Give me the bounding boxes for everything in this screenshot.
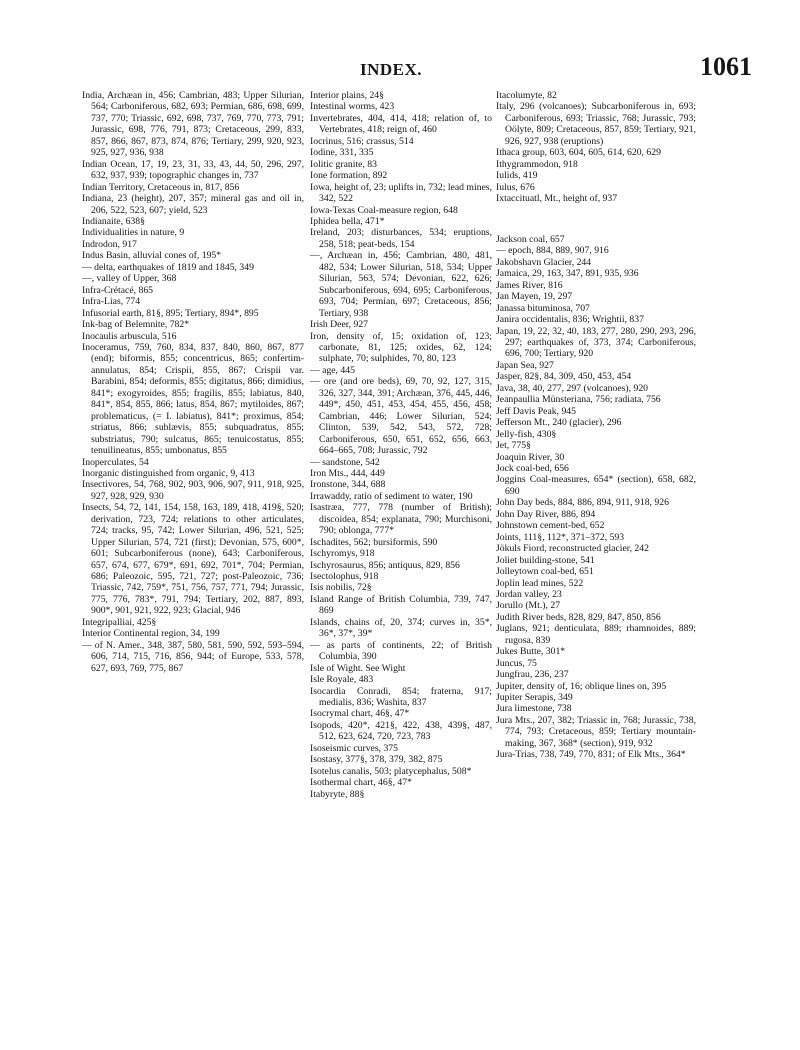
index-entry: Johnstown cement-bed, 652	[496, 520, 605, 532]
index-entry: — age, 445	[310, 364, 355, 376]
index-entry: Joliet building-stone, 541	[496, 554, 595, 566]
index-entry: Inocaulis arbuscula, 516	[82, 330, 177, 342]
index-entry: Indrodon, 917	[82, 238, 137, 250]
index-entry: — sandstone, 542	[310, 456, 380, 468]
index-entry: Insects, 54, 72, 141, 154, 158, 163, 189, 418, 419§, 520; derivation, 723, 724; relations to other articulates, 724; tracks, 95, 742; Lower Silurian, 496, 521, 525; Upper Silurian, 574, 721 (first); Devonian, 575, 600*, 601; Subcarboniferous (none), 643; Carboniferous, 657, 674, 677, 679*, 691, 692, 701*, 704; Permian, 686; Paleozoic, 595, 721, 727; post-Paleozoic, 736; Triassic, 742, 759*, 751, 756, 757, 771, 794; Jurassic, 775, 776, 783*, 791, 794; Tertiary, 202, 887, 893, 900*, 901, 921, 922, 923; Glacial, 946	[82, 502, 304, 617]
index-entry: — epoch, 884, 889, 907, 916	[496, 245, 609, 257]
index-entry: Inorganic distinguished from organic, 9, 413	[82, 467, 255, 479]
index-entry: Isopods, 420*, 421§, 422, 438, 439§, 487, 512, 623, 624, 720, 723, 783	[310, 719, 492, 743]
index-entry: Jasper, 82§, 84, 309, 450, 453, 454	[496, 371, 632, 383]
index-entry: Ixtaccituatl, Mt., height of, 937	[496, 193, 618, 205]
index-entry: Janassa bituminosa, 707	[496, 302, 590, 314]
index-entry: Iron, density of, 15; oxidation of, 123; carbonate, 81, 125; oxides, 62, 124; sulphate, 70; sulphides, 70, 80, 123	[310, 330, 492, 365]
index-entry: Indian Ocean, 17, 19, 23, 31, 33, 43, 44, 50, 296, 297, 632, 937, 939; topographic changes in, 737	[82, 158, 304, 182]
index-entry: John Day River, 886, 894	[496, 508, 596, 520]
index-entry: Jupiter, density of, 16; oblique lines on, 395	[496, 680, 667, 692]
index-entry: Indiana, 23 (height), 207, 357; mineral gas and oil in, 206, 522, 523, 607; yield, 523	[82, 193, 304, 216]
index-entry: Ithaca group, 603, 604, 605, 614, 620, 629	[496, 147, 661, 159]
index-entry: Japan, 19, 22, 32, 40, 183, 277, 280, 290, 293, 296, 297; earthquakes of, 373, 374; Carboniferous, 696, 700; Tertiary, 920	[496, 325, 696, 360]
index-entry: Infra-Crétacé, 865	[82, 284, 154, 296]
letter-group-gap	[496, 214, 696, 224]
index-entry: Iron Mts., 444, 449	[310, 467, 385, 479]
index-entry: Jan Mayen, 19, 297	[496, 291, 573, 303]
index-entry: Ischyrosaurus, 856; antiquus, 829, 856	[310, 559, 460, 571]
index-column-right	[496, 90, 696, 761]
index-entry: Indian Territory, Cretaceous in, 817, 856	[82, 181, 240, 193]
page-header	[0, 38, 800, 81]
index-entry: —, Archæan in, 456; Cambrian, 480, 481, 482, 534; Lower Silurian, 518, 534; Upper Silurian, 563, 574; Devonian, 622, 626; Subcarboniferous, 694, 695; Carboniferous, 693, 704; Permian, 697; Cretaceous, 856; Tertiary, 938	[310, 250, 492, 319]
index-entry: — ore (and ore beds), 69, 70, 92, 127, 315, 326, 327, 344, 391; Archæan, 376, 445, 446, 449*, 450, 451, 453, 454, 455, 456, 458; Cambrian, 446; Lower Silurian, 524; Clinton, 539, 542, 543, 572, 728; Carboniferous, 650, 651, 652, 656, 663, 664–665, 708; Jurassic, 792	[310, 376, 492, 457]
index-entry: Irrawaddy, ratio of sediment to water, 190	[310, 490, 473, 502]
index-entry: Iolitic granite, 83	[310, 158, 377, 170]
index-entry: Juncus, 75	[496, 657, 537, 669]
index-entry: Iulids, 419	[496, 170, 538, 182]
index-entry: Itabyryte, 88§	[310, 788, 365, 800]
index-entry: Island Range of British Columbia, 739, 747, 869	[310, 593, 492, 617]
index-entry: Isastræa, 777, 778 (number of British); discoidea, 854; explanata, 790; Murchisoni, 790; oblonga, 777*	[310, 502, 492, 537]
index-column-left	[82, 90, 304, 674]
index-entry: Joplin lead mines, 522	[496, 577, 584, 589]
index-entry: Jet, 775§	[496, 440, 531, 452]
index-entry: Jupiter Serapis, 349	[496, 692, 573, 704]
index-entry: Jackson coal, 657	[496, 233, 565, 245]
index-entry: Ithygrammodon, 918	[496, 158, 578, 170]
index-entry: Ink-bag of Belemnite, 782*	[82, 319, 190, 331]
index-entry: Iulus, 676	[496, 181, 535, 193]
index-entry: Interior plains, 24§	[310, 90, 384, 101]
index-entry: Iocrinus, 516; crassus, 514	[310, 135, 414, 147]
index-entry: Invertebrates, 404, 414, 418; relation of, to Vertebrates, 418; reign of, 460	[310, 112, 492, 136]
index-entry: Inoceramus, 759, 760, 834, 837, 840, 860, 867, 877 (end); biformis, 855; concentricus, 865; confertim-annulatus, 854; Crispii, 855, 867; Crispii var. Barabini, 854; deformis, 855; digitatus, 866; dimidius, 841*; exogyroides, 855; fragilis, 855; labiatus, 840, 841*, 854, 855, 866; latus, 854, 867; mytiloides, 867; problematicus, (= I. labiatus), 841*; proximus, 854; striatus, 866; sublævis, 855; subquadratus, 855; substriatus, 790; sulcatus, 865; tenuicostatus, 855; tenuilineatus, 855; umbonatus, 855	[82, 341, 304, 457]
index-entry: Interior Continental region, 34, 199	[82, 628, 220, 640]
index-entry: Iodine, 331, 335	[310, 147, 374, 159]
index-entry: Joints, 111§, 112*, 371–372, 593	[496, 531, 625, 543]
index-entry: Ischadites, 562; bursiformis, 590	[310, 536, 438, 548]
index-entry: Jukes Butte, 301*	[496, 646, 566, 658]
index-entry: Isostasy, 377§, 378, 379, 382, 875	[310, 754, 443, 766]
index-entry: Indus Basin, alluvial cones of, 195*	[82, 250, 222, 262]
index-entry: Isis nobilis, 72§	[310, 582, 372, 594]
index-entry: Jeanpaullia Münsteriana, 756; radiata, 756	[496, 394, 661, 406]
index-entry: Joaquin River, 30	[496, 451, 565, 463]
index-entry: Jura Mts., 207, 382; Triassic in, 768; Jurassic, 738, 774, 793; Cretaceous, 859; Tertiary mountain-making, 367, 368* (section), 919, 932	[496, 714, 696, 749]
index-entry: Itacolumyte, 82	[496, 90, 557, 101]
index-entry: Iowa, height of, 23; uplifts in, 732; lead mines, 342, 522	[310, 181, 492, 205]
page-number: 1061	[700, 52, 752, 81]
index-entry: Intestinal worms, 423	[310, 101, 395, 113]
index-entry: — of N. Amer., 348, 387, 580, 581, 590, 592, 593–594, 606, 714, 715, 716, 856, 944; of Europe, 533, 578, 627, 693, 769, 775, 867	[82, 639, 304, 674]
index-entry: Japan Sea, 927	[496, 359, 554, 371]
index-entry: Islands, chains of, 20, 374; curves in, 35*, 36*, 37*, 39*	[310, 616, 492, 640]
index-entry: Jakobshavn Glacier, 244	[496, 256, 592, 268]
index-entry: Java, 38, 40, 277, 297 (volcanoes), 920	[496, 382, 649, 394]
index-entry: Jungfrau, 236, 237	[496, 669, 569, 681]
index-entry: Ischyromys, 918	[310, 548, 375, 560]
index-entry: Jeff Davis Peak, 945	[496, 405, 576, 417]
index-entry: John Day beds, 884, 886, 894, 911, 918, 926	[496, 497, 669, 509]
index-entry: Ireland, 203; disturbances, 534; eruptions, 258, 518; peat-beds, 154	[310, 227, 492, 250]
running-title: INDEX.	[360, 60, 423, 79]
index-entry: Individualities in nature, 9	[82, 227, 185, 239]
index-entry: — as parts of continents, 22; of British Columbia, 390	[310, 639, 492, 663]
index-entry: Jura-Trias, 738, 749, 770, 831; of Elk Mts., 364*	[496, 749, 686, 761]
index-entry: Indianaite, 638§	[82, 215, 145, 227]
index-entry: Jock coal-bed, 656	[496, 462, 569, 474]
index-entry: Irish Deer, 927	[310, 319, 368, 331]
index-entry: Jökuls Fiord, reconstructed glacier, 242	[496, 543, 649, 555]
index-entry: India, Archæan in, 456; Cambrian, 483; Upper Silurian, 564; Carboniferous, 682, 693; Permian, 686, 698, 699, 737, 770; Triassic, 692, 698, 737, 769, 770, 773, 791; Jurassic, 698, 776, 791, 873; Cretaceous, 299, 833, 857, 866, 867, 873, 874, 876; Tertiary, 299, 920, 923, 925, 927, 936, 938	[82, 90, 304, 159]
index-entry: — delta, earthquakes of 1819 and 1845, 349	[82, 261, 254, 273]
index-entry: —, valley of Upper, 368	[82, 273, 177, 285]
index-column-middle	[310, 90, 492, 800]
index-entry: Isocrymal chart, 46§, 47*	[310, 708, 410, 720]
index-entry: Joggins Coal-measures, 654* (section), 658, 682, 690	[496, 474, 696, 497]
index-entry: Isle of Wight. See Wight	[310, 662, 406, 674]
index-entry: Judith River beds, 828, 829, 847, 850, 856	[496, 611, 661, 623]
index-entry: Jorullo (Mt.), 27	[496, 600, 561, 612]
index-entry: Jordan valley, 23	[496, 588, 562, 600]
index-entry: Janira occidentalis, 836; Wrightii, 837	[496, 314, 644, 326]
index-entry: Isoseismic curves, 375	[310, 742, 398, 754]
index-entry: Ironstone, 344, 688	[310, 479, 386, 491]
index-entry: Infra-Lias, 774	[82, 296, 141, 308]
index-entry: Integripalliai, 425§	[82, 616, 157, 628]
index-entry: Inoperculates, 54	[82, 456, 149, 468]
index-entry: Isothermal chart, 46§, 47*	[310, 777, 412, 789]
index-entry: Infusorial earth, 81§, 895; Tertiary, 894*, 895	[82, 307, 259, 319]
index-entry: Isotelus canalis, 503; platycephalus, 508*	[310, 765, 472, 777]
index-entry: Isectolophus, 918	[310, 571, 379, 583]
index-entry: Iowa-Texas Coal-measure region, 648	[310, 204, 458, 216]
index-entry: Jelly-fish, 430§	[496, 428, 557, 440]
index-entry: Jolleytown coal-bed, 651	[496, 566, 594, 578]
index-entry: Iphidea bella, 471*	[310, 215, 385, 227]
index-entry: Ione formation, 892	[310, 170, 388, 182]
index-entry: James River, 816	[496, 279, 563, 291]
index-entry: Juglans, 921; denticulata, 889; rhamnoides, 889; rugosa, 839	[496, 623, 696, 646]
index-entry: Isle Royale, 483	[310, 674, 374, 686]
index-entry: Isocardia Conradi, 854; fraterna, 917; medialis, 836; Washita, 837	[310, 685, 492, 709]
index-entry: Jura limestone, 738	[496, 703, 572, 715]
index-entry: Insectivores, 54, 768, 902, 903, 906, 907, 911, 918, 925, 927, 928, 929, 930	[82, 479, 304, 502]
index-entry: Jefferson Mt., 240 (glacier), 296	[496, 417, 622, 429]
index-entry: Jamaica, 29, 163, 347, 891, 935, 936	[496, 268, 639, 280]
index-entry: Italy, 296 (volcanoes); Subcarboniferous in, 693; Carboniferous, 693; Triassic, 768; Jurassic, 793; Oölyte, 809; Cretaceous, 857, 859; Tertiary, 921, 926, 927, 938 (eruptions)	[496, 101, 696, 147]
